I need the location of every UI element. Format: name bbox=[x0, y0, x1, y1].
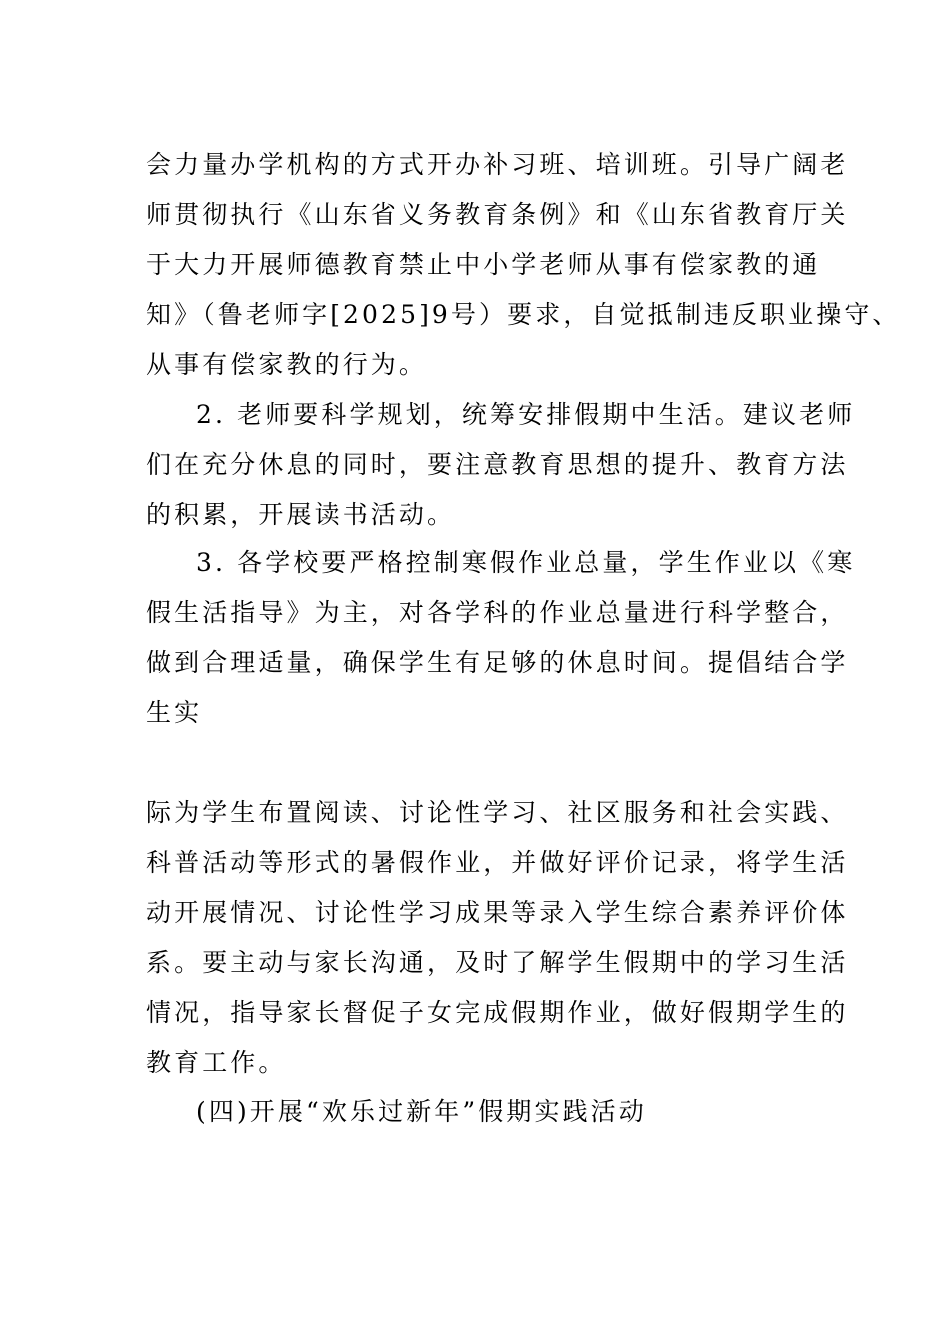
text-line: 动开展情况、讨论性学习成果等录入学生综合素养评价体 bbox=[146, 898, 849, 927]
text-line: 从事有偿家教的行为。 bbox=[146, 350, 428, 379]
text-line: 会力量办学机构的方式开办补习班、培训班。引导广阔老 bbox=[146, 150, 849, 179]
text-line: 师贯彻执行《山东省义务教育条例》和《山东省教育厅关 bbox=[146, 200, 849, 229]
numbered-paragraph-start: 3. 各学校要严格控制寒假作业总量，学生作业以《寒 bbox=[196, 548, 856, 577]
text-line: 情况，指导家长督促子女完成假期作业，做好假期学生的 bbox=[146, 998, 849, 1027]
numbered-paragraph-start: 2. 老师要科学规划，统筹安排假期中生活。建议老师 bbox=[196, 400, 856, 429]
text-line: 做到合理适量，确保学生有足够的休息时间。提倡结合学 bbox=[146, 648, 849, 677]
section-heading: (四)开展“欢乐过新年”假期实践活动 bbox=[196, 1097, 647, 1126]
text-line: 的积累，开展读书活动。 bbox=[146, 500, 456, 529]
text-line: 假生活指导》为主，对各学科的作业总量进行科学整合， bbox=[146, 598, 849, 627]
text-line: 际为学生布置阅读、讨论性学习、社区服务和社会实践、 bbox=[146, 798, 849, 827]
text-line: 系。要主动与家长沟通，及时了解学生假期中的学习生活 bbox=[146, 948, 849, 977]
text-line: 知》（鲁老师字[2025]9号）要求，自觉抵制违反职业操守、 bbox=[146, 300, 901, 329]
text-line: 教育工作。 bbox=[146, 1048, 287, 1077]
text-line: 科普活动等形式的暑假作业，并做好评价记录，将学生活 bbox=[146, 848, 849, 877]
text-line: 生实 bbox=[146, 698, 203, 727]
text-line: 们在充分休息的同时，要注意教育思想的提升、教育方法 bbox=[146, 450, 849, 479]
text-line: 于大力开展师德教育禁止中小学老师从事有偿家教的通 bbox=[146, 250, 821, 279]
